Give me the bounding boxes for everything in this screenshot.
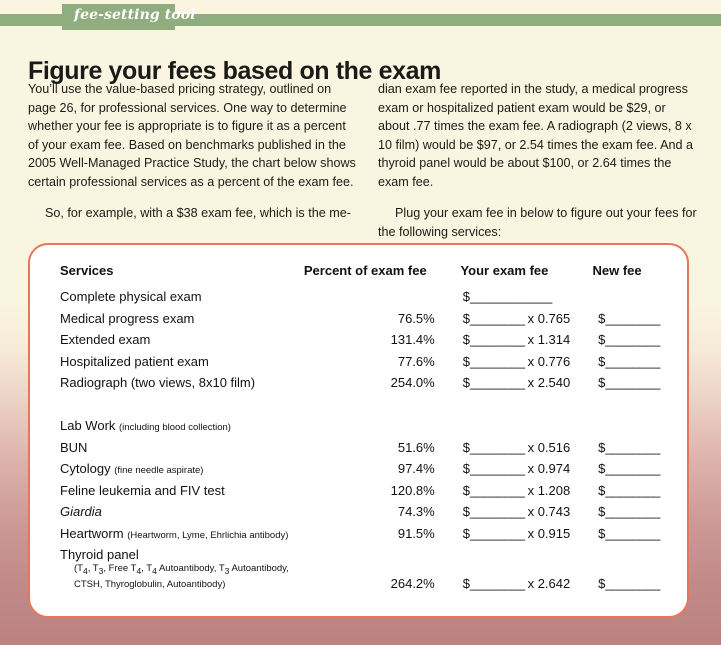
dollar-sign: $ <box>598 375 606 390</box>
column-header-your-fee: Your exam fee <box>460 262 549 278</box>
dollar-sign: $ <box>462 332 470 347</box>
new-fee-blank[interactable] <box>574 483 660 498</box>
body-column-right <box>378 80 698 241</box>
percent-of-exam-fee-value: 131.4% <box>390 332 435 347</box>
dollar-sign: $ <box>462 289 470 304</box>
blank-line[interactable]: ________ <box>469 439 525 455</box>
new-fee-input-cell[interactable] <box>574 433 660 455</box>
body-paragraph: So, for example, with a $38 exam fee, which is the me- <box>45 206 351 220</box>
blank-line[interactable]: ________ <box>469 310 525 326</box>
new-fee-input-cell <box>574 283 660 305</box>
empty-cell <box>574 412 660 434</box>
table-row <box>60 283 660 305</box>
fee-table <box>60 261 660 591</box>
percent-of-exam-fee-value: 254.0% <box>390 375 435 390</box>
service-name: Complete physical exam <box>60 289 202 304</box>
blank-line[interactable]: ________ <box>605 353 660 369</box>
blank-line[interactable]: ________ <box>605 461 660 476</box>
fee-table-body <box>60 283 660 591</box>
dollar-sign: $ <box>598 332 606 347</box>
table-row <box>60 369 660 391</box>
blank-line[interactable]: ________ <box>469 353 525 369</box>
dollar-sign: $ <box>462 375 470 390</box>
service-name: Hospitalized patient exam <box>60 353 209 369</box>
multiplier-label: x 0.743 <box>527 504 571 519</box>
dollar-sign: $ <box>462 461 470 476</box>
new-fee-input-cell[interactable] <box>574 347 660 369</box>
service-name <box>60 433 304 455</box>
table-row <box>60 347 660 369</box>
multiplier-label: x 0.776 <box>527 353 571 369</box>
your-fee-input-cell[interactable] <box>435 455 574 477</box>
table-row <box>60 433 660 455</box>
dollar-sign: $ <box>598 482 606 498</box>
percent-of-exam-fee-value: 264.2% <box>390 575 435 591</box>
table-row <box>60 476 660 498</box>
column-header-percent: Percent of exam fee <box>303 262 427 278</box>
empty-cell <box>435 412 574 434</box>
new-fee-input-cell[interactable] <box>574 498 660 520</box>
new-fee-input-cell[interactable] <box>574 519 660 541</box>
blank-line[interactable]: ________ <box>605 375 660 390</box>
your-fee-blank[interactable] <box>435 504 571 519</box>
dollar-sign: $ <box>462 504 470 519</box>
body-paragraph: dian exam fee reported in the study, a medical progress exam or hospitalized patient exam would be $29, or about .77 times the exam fee. A radiograph (2 views, 8 x 10 film) would be $97, or 2.54 times the exam fee. And a thyroid panel would be about $100, or 2.64 times the exam fee. <box>378 82 694 189</box>
service-name <box>60 455 304 477</box>
thyroid-panel-row <box>60 562 660 591</box>
percent-of-exam-fee-value: 76.5% <box>397 310 435 326</box>
your-fee-input-cell[interactable] <box>435 369 574 391</box>
dollar-sign: $ <box>598 525 606 541</box>
your-fee-blank[interactable] <box>435 483 571 498</box>
new-fee-input-cell[interactable] <box>574 455 660 477</box>
your-fee-blank[interactable] <box>435 576 571 591</box>
dollar-sign: $ <box>598 439 606 455</box>
blank-line[interactable]: ________ <box>605 504 660 519</box>
service-name <box>60 519 304 541</box>
service-name <box>60 498 304 520</box>
new-fee-input-cell[interactable] <box>574 326 660 348</box>
service-name: Radiograph (two views, 8x10 film) <box>60 375 256 390</box>
new-fee-input-cell[interactable] <box>574 369 660 391</box>
blank-line[interactable]: ________ <box>469 525 525 541</box>
thyroid-panel-note-line2: CTSH, Thyroglobulin, Autoantibody) <box>74 578 226 590</box>
multiplier-label: x 0.974 <box>527 461 571 476</box>
thyroid-panel-note <box>60 562 304 591</box>
dollar-sign: $ <box>462 482 470 498</box>
service-name <box>60 476 304 498</box>
blank-line[interactable]: ________ <box>469 575 525 591</box>
service-name: Extended exam <box>60 332 151 347</box>
your-fee-input-cell[interactable] <box>435 433 574 455</box>
multiplier-label: x 0.915 <box>527 525 571 541</box>
table-row <box>60 304 660 326</box>
your-fee-input-cell[interactable] <box>435 476 574 498</box>
kicker-label: fee-setting tool <box>74 7 196 23</box>
new-fee-input-cell[interactable] <box>574 562 660 591</box>
dollar-sign: $ <box>598 353 606 369</box>
thyroid-panel-title: Thyroid panel <box>60 547 139 562</box>
your-fee-blank[interactable] <box>435 289 552 304</box>
new-fee-blank[interactable] <box>574 504 660 519</box>
your-fee-blank[interactable] <box>435 461 571 476</box>
lab-work-heading-note: (including blood collection) <box>119 422 231 433</box>
service-name-note: (fine needle aspirate) <box>114 465 204 476</box>
blank-line[interactable]: ________ <box>469 375 525 390</box>
your-fee-blank[interactable] <box>435 311 571 326</box>
new-fee-input-cell[interactable] <box>574 304 660 326</box>
dollar-sign: $ <box>598 310 606 326</box>
new-fee-blank[interactable] <box>574 354 660 369</box>
thyroid-panel-note-line1: ($T_4$, $T_3$, Free $T_4$, $T_4$ Autoantibody, $T_3$ Autoantibody, <box>74 563 289 576</box>
service-name-text: Feline leukemia and FIV test <box>60 482 225 498</box>
your-fee-input-cell[interactable] <box>435 283 574 305</box>
multiplier-label: x 1.314 <box>527 332 571 347</box>
your-fee-blank[interactable] <box>435 375 571 390</box>
multiplier-label: x 1.208 <box>527 482 571 498</box>
dollar-sign: $ <box>462 353 470 369</box>
service-name-text: Cytology <box>60 461 111 476</box>
your-fee-blank[interactable] <box>435 526 571 541</box>
new-fee-blank[interactable] <box>574 311 660 326</box>
blank-line[interactable]: ________ <box>605 332 660 347</box>
your-fee-blank[interactable] <box>435 332 571 347</box>
dollar-sign: $ <box>462 525 470 541</box>
multiplier-label: x 0.765 <box>527 310 571 326</box>
body-column-left <box>28 80 358 223</box>
blank-line[interactable]: ________ <box>469 461 525 476</box>
dollar-sign: $ <box>598 461 606 476</box>
table-row <box>60 326 660 348</box>
empty-cell <box>435 541 574 563</box>
blank-line[interactable]: ________ <box>605 575 660 591</box>
your-fee-input-cell[interactable] <box>435 498 574 520</box>
lab-work-heading: Lab Work (including blood collection) <box>60 418 231 433</box>
table-row <box>60 519 660 541</box>
your-fee-input-cell[interactable] <box>435 562 574 591</box>
table-header-row <box>60 261 660 283</box>
percent-of-exam-fee-value: 77.6% <box>397 353 435 369</box>
column-header-services: Services <box>60 262 114 278</box>
dollar-sign: $ <box>462 310 470 326</box>
blank-line[interactable]: ________ <box>605 439 660 455</box>
multiplier-label: x 2.642 <box>527 575 571 591</box>
new-fee-input-cell[interactable] <box>574 476 660 498</box>
blank-line[interactable]: ________ <box>469 332 525 347</box>
multiplier-label: x 0.516 <box>527 439 571 455</box>
percent-of-exam-fee-value <box>304 283 435 305</box>
blank-line[interactable]: ________ <box>469 482 525 498</box>
service-name-note: (Heartworm, Lyme, Ehrlichia antibody) <box>127 529 289 541</box>
table-spacer-row <box>60 390 660 412</box>
service-name: Medical progress exam <box>60 310 195 326</box>
empty-cell <box>574 541 660 563</box>
service-name-text: Giardia <box>60 504 102 519</box>
body-paragraph: Plug your exam fee in below to figure out your fees for the following services: <box>378 206 697 239</box>
new-fee-blank[interactable] <box>574 526 660 541</box>
new-fee-blank[interactable] <box>574 576 660 591</box>
your-fee-input-cell[interactable] <box>435 326 574 348</box>
percent-of-exam-fee-value <box>304 412 435 434</box>
percent-of-exam-fee-value: 91.5% <box>397 525 435 541</box>
percent-of-exam-fee-value <box>304 541 435 563</box>
new-fee-blank[interactable] <box>574 375 660 390</box>
body-paragraph: You’ll use the value-based pricing strategy, outlined on page 26, for professional services. One way to determine whether your fee is appropriate is to figure it as a percent of your exam fee. Based on benchmarks published in the 2005 Well-Managed Practice Study, the chart below shows certain professional services as a percent of the exam fee. <box>28 82 356 189</box>
lab-work-section-row <box>60 412 660 434</box>
percent-of-exam-fee-value: 120.8% <box>390 482 435 498</box>
your-fee-blank[interactable] <box>435 354 571 369</box>
dollar-sign: $ <box>462 439 470 455</box>
percent-of-exam-fee-value: 97.4% <box>397 461 435 476</box>
page-title: Figure your fees based on the exam <box>28 56 441 85</box>
dollar-sign: $ <box>598 575 606 591</box>
thyroid-panel-title-row <box>60 541 660 563</box>
fee-worksheet-card <box>28 243 689 618</box>
service-name-text: BUN <box>60 439 88 455</box>
fee-table-head <box>60 261 660 283</box>
your-fee-blank[interactable] <box>435 440 571 455</box>
dollar-sign: $ <box>462 575 470 591</box>
your-fee-input-cell[interactable] <box>435 304 574 326</box>
blank-line[interactable]: ________ <box>605 310 660 326</box>
percent-of-exam-fee-value: 51.6% <box>397 439 435 455</box>
your-fee-input-cell[interactable] <box>435 519 574 541</box>
new-fee-blank[interactable] <box>574 332 660 347</box>
blank-line[interactable]: ________ <box>469 504 525 519</box>
table-row <box>60 498 660 520</box>
blank-line[interactable]: ____________ <box>469 289 552 304</box>
dollar-sign: $ <box>598 504 606 519</box>
blank-line[interactable]: ________ <box>605 482 660 498</box>
multiplier-label: x 2.540 <box>527 375 571 390</box>
new-fee-blank[interactable] <box>574 461 660 476</box>
new-fee-blank[interactable] <box>574 440 660 455</box>
column-header-new-fee: New fee <box>592 262 642 278</box>
your-fee-input-cell[interactable] <box>435 347 574 369</box>
table-row <box>60 455 660 477</box>
blank-line[interactable]: ________ <box>605 525 660 541</box>
service-name-text: Heartworm <box>60 525 124 541</box>
percent-of-exam-fee-value: 74.3% <box>397 504 435 519</box>
